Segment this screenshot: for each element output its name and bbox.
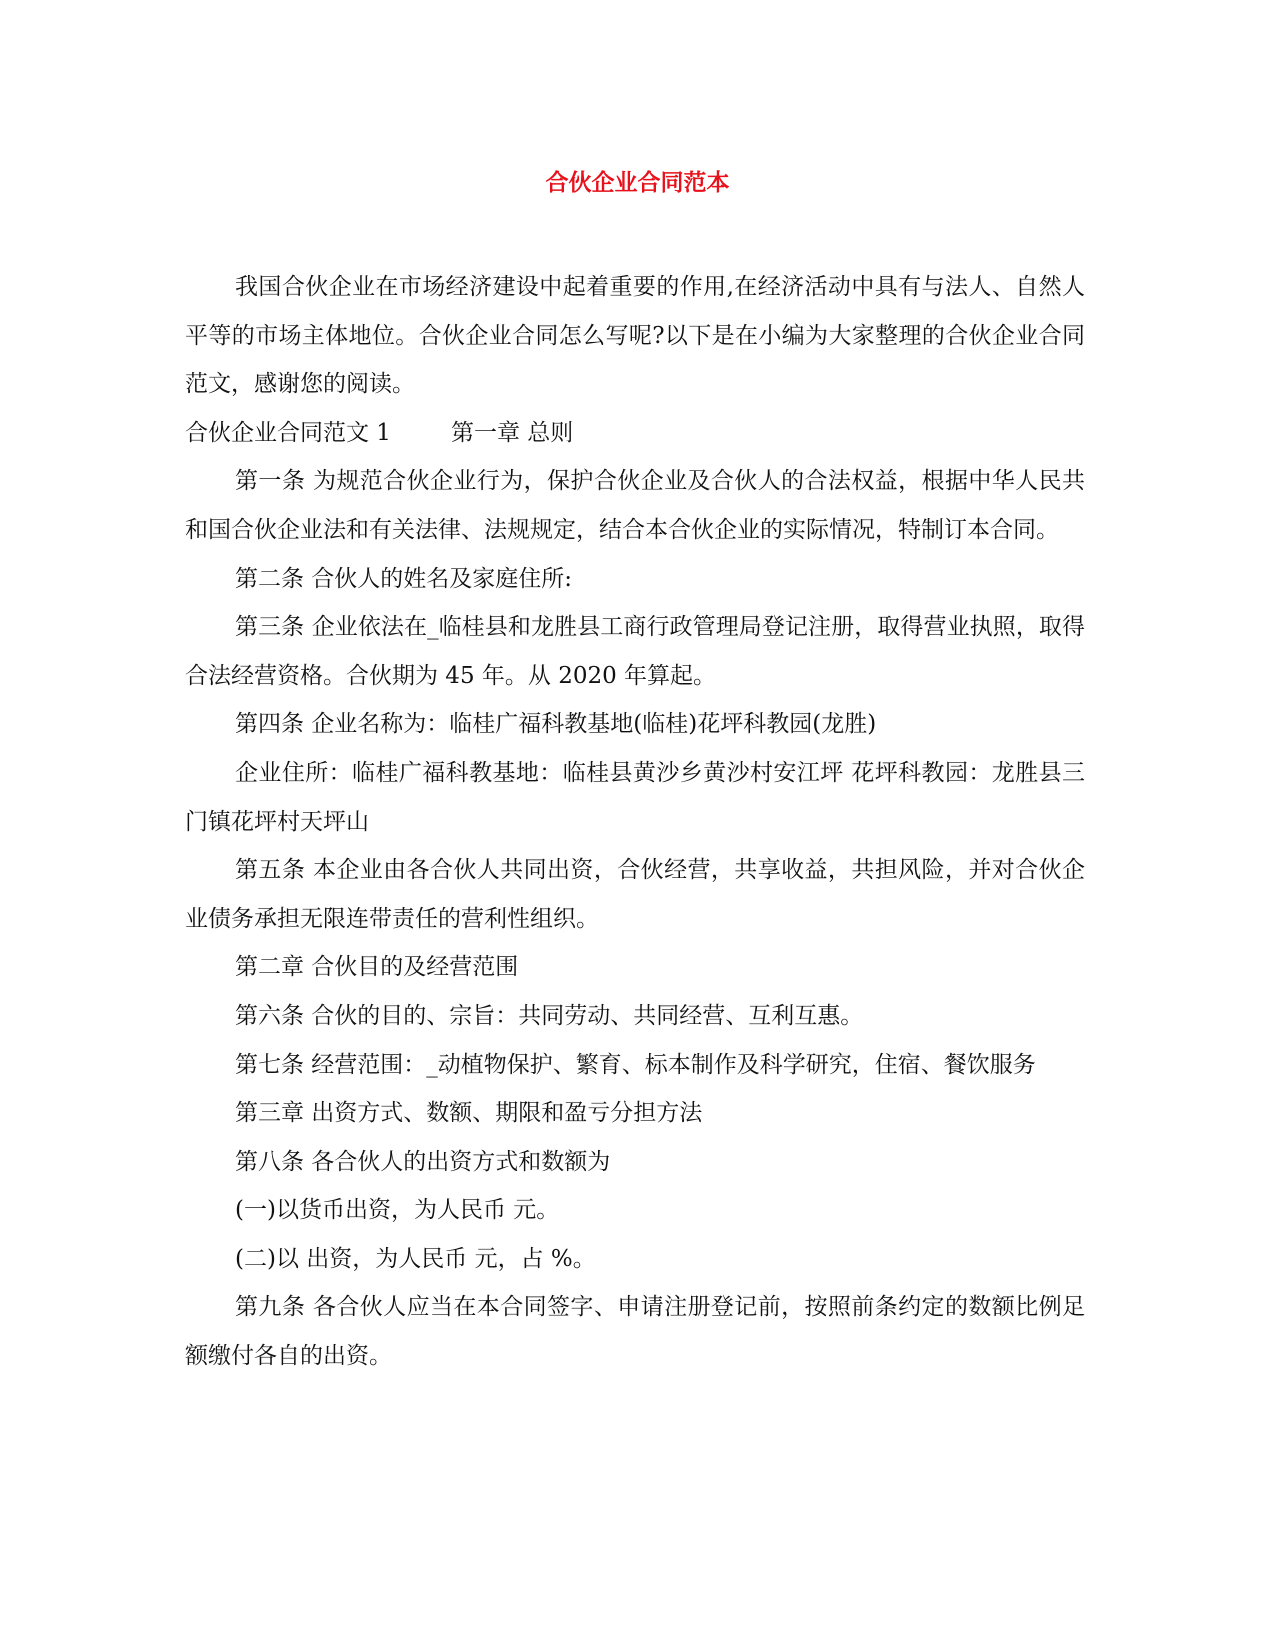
chapter-heading: 第一章 总则 [450, 419, 574, 446]
intro-paragraph: 我国合伙企业在市场经济建设中起着重要的作用,在经济活动中具有与法人、自然人平等的市场主体地位。合伙企业合同怎么写呢?以下是在小编为大家整理的合伙企业合同范文，感谢您的阅读。 [185, 274, 1085, 398]
article-3: 第三条 企业依法在_临桂县和龙胜县工商行政管理局登记注册，取得营业执照，取得合法经营资格。合伙期为 45 年。从 2020 年算起。 [185, 614, 1085, 689]
article-9: 第九条 各合伙人应当在本合同签字、申请注册登记前，按照前条约定的数额比例足额缴付各自的出资。 [185, 1294, 1085, 1370]
article-6: 第六条 合伙的目的、宗旨：共同劳动、共同经营、互利互惠。 [235, 1002, 864, 1029]
chapter-2-heading: 第二章 合伙目的及经营范围 [235, 954, 519, 981]
article-8-item-1: (一)以货币出资，为人民币 元。 [235, 1197, 560, 1224]
sample-heading: 合伙企业合同范文 1 [185, 419, 391, 446]
article-2: 第二条 合伙人的姓名及家庭住所: [235, 565, 573, 592]
article-7: 第七条 经营范围：_动植物保护、繁育、标本制作及科学研究，住宿、餐饮服务 [235, 1051, 1036, 1078]
document-body [185, 263, 1085, 1381]
article-8: 第八条 各合伙人的出资方式和数额为 [235, 1148, 611, 1175]
article-5: 第五条 本企业由各合伙人共同出资，合伙经营，共享收益，共担风险，并对合伙企业债务承担无限连带责任的营利性组织。 [185, 857, 1085, 932]
chapter-3-heading: 第三章 出资方式、数额、期限和盈亏分担方法 [235, 1100, 703, 1127]
article-8-item-2: (二)以 出资，为人民币 元，占 %。 [235, 1245, 596, 1272]
article-4: 第四条 企业名称为：临桂广福科教基地(临桂)花坪科教园(龙胜) [235, 711, 877, 738]
document-title: 合伙企业合同范本 [545, 169, 730, 196]
article-1: 第一条 为规范合伙企业行为，保护合伙企业及合伙人的合法权益，根据中华人民共和国合伙企业法和有关法律、法规规定，结合本合伙企业的实际情况，特制订本合同。 [185, 468, 1085, 543]
sample-heading-line [185, 409, 1085, 458]
business-address: 企业住所：临桂广福科教基地：临桂县黄沙乡黄沙村安江坪 花坪科教园：龙胜县三门镇花坪村天坪山 [185, 759, 1085, 835]
